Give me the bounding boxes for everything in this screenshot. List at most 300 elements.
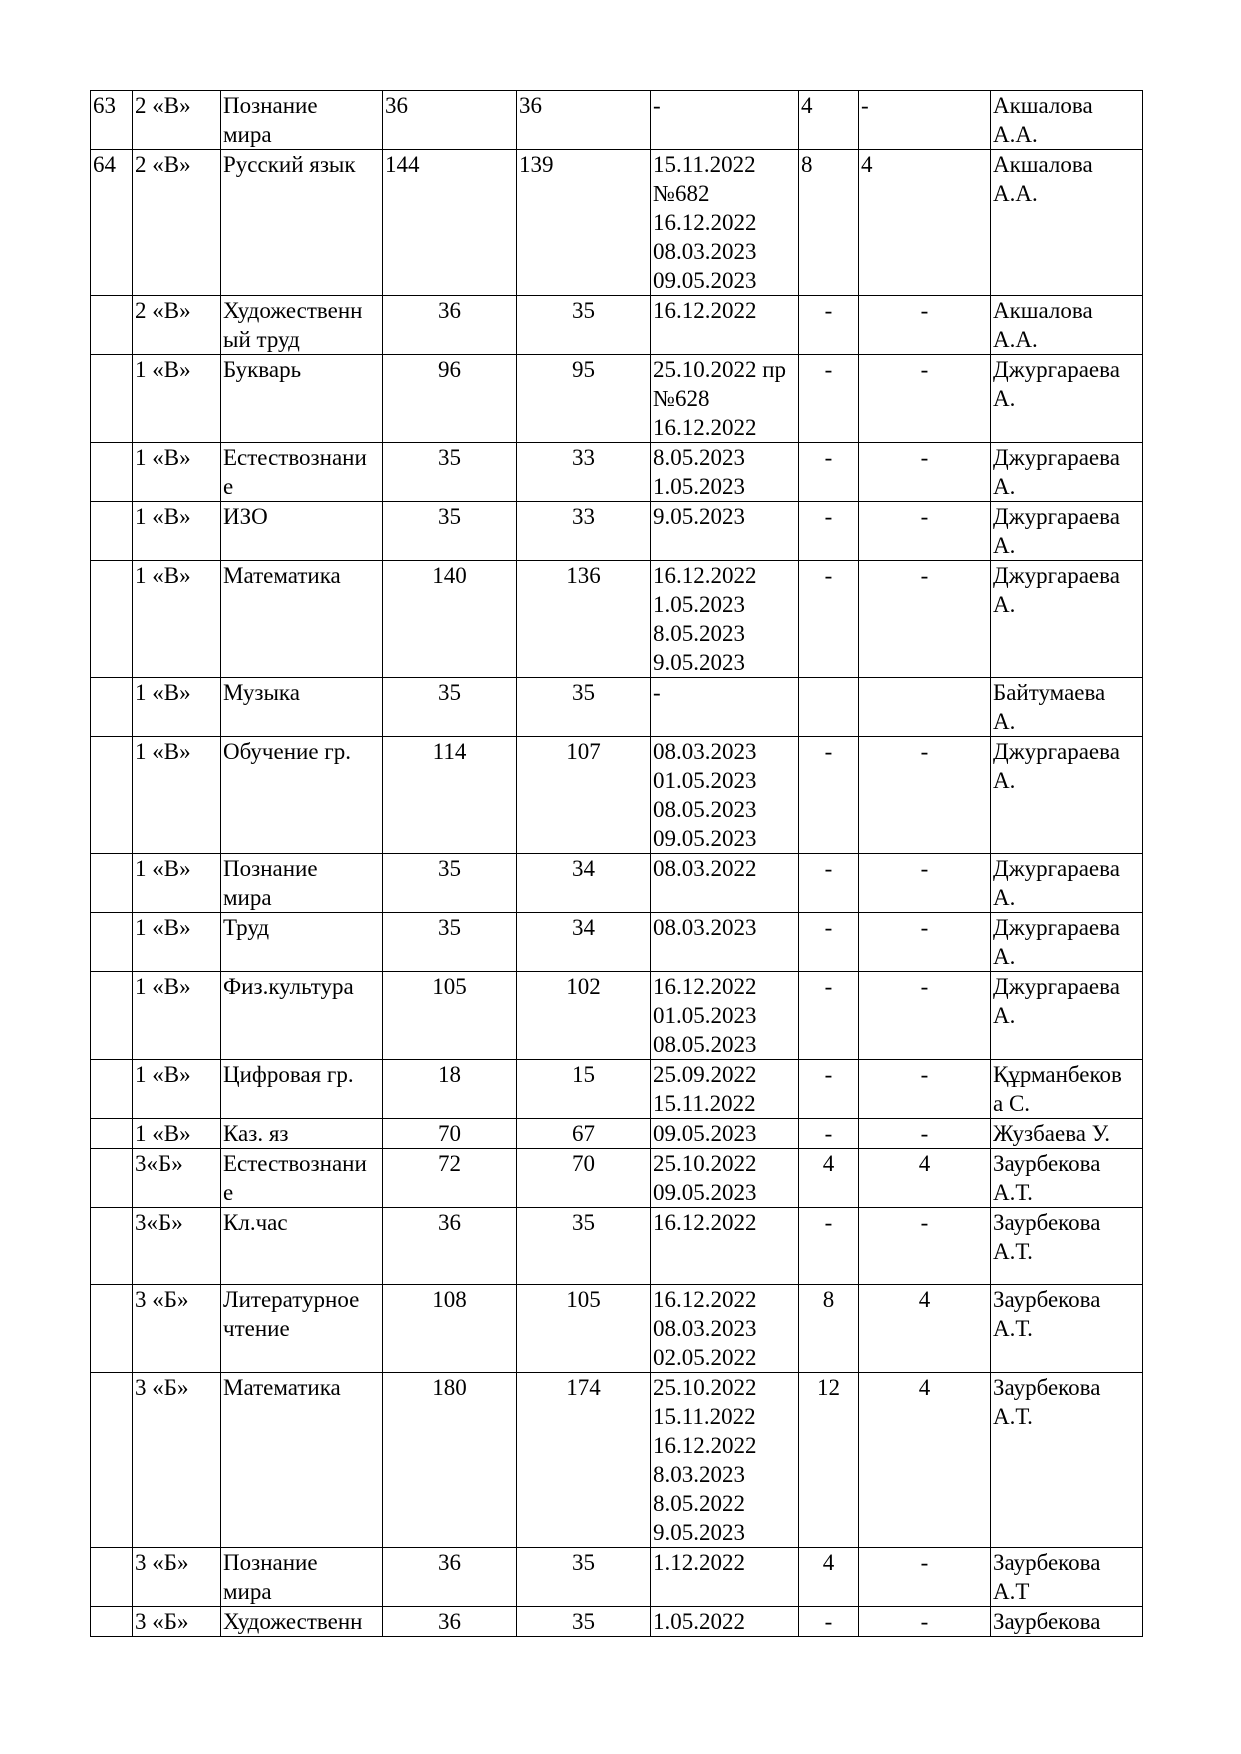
planned-hours-cell: 70 xyxy=(383,1119,517,1149)
teacher-cell-line: Джургараева xyxy=(993,357,1120,382)
row-number-cell: 64 xyxy=(91,150,133,296)
dates-cell-line: 15.11.2022 xyxy=(653,1091,756,1116)
teacher-cell-line: А.А. xyxy=(993,181,1038,206)
teacher-cell xyxy=(991,737,1143,854)
value-a-cell: 4 xyxy=(799,1548,859,1607)
dates-cell xyxy=(651,913,799,972)
value-b-cell: - xyxy=(859,854,991,913)
dates-cell-line: 09.05.2023 xyxy=(653,1180,757,1205)
subject-cell-line: Музыка xyxy=(223,680,300,705)
value-b-cell: - xyxy=(859,502,991,561)
row-number-cell xyxy=(91,737,133,854)
class-cell: 3«Б» xyxy=(133,1149,221,1208)
teacher-cell xyxy=(991,1119,1143,1149)
dates-cell-line: 25.10.2022 xyxy=(653,1375,757,1400)
dates-cell-line: 02.05.2022 xyxy=(653,1345,757,1370)
teacher-cell xyxy=(991,91,1143,150)
table-row xyxy=(91,296,1143,355)
value-b-cell: - xyxy=(859,972,991,1060)
actual-hours-cell: 35 xyxy=(517,678,651,737)
subject-cell xyxy=(221,502,383,561)
value-a-cell: - xyxy=(799,737,859,854)
value-a-cell: - xyxy=(799,854,859,913)
teacher-cell-line: Акшалова xyxy=(993,93,1093,118)
dates-cell xyxy=(651,1607,799,1637)
row-number-cell xyxy=(91,355,133,443)
planned-hours-cell: 35 xyxy=(383,913,517,972)
teacher-cell xyxy=(991,502,1143,561)
subject-cell-line: Познание xyxy=(223,93,318,118)
teacher-cell-line: А. xyxy=(993,386,1016,411)
dates-cell-line: 16.12.2022 xyxy=(653,210,757,235)
teacher-cell xyxy=(991,296,1143,355)
subject-cell-line: Естествознани xyxy=(223,1151,367,1176)
actual-hours-cell: 35 xyxy=(517,1548,651,1607)
subject-cell-line: Математика xyxy=(223,1375,341,1400)
teacher-cell-line: Джургараева xyxy=(993,445,1120,470)
teacher-cell xyxy=(991,913,1143,972)
dates-cell xyxy=(651,502,799,561)
dates-cell-line: 8.05.2023 xyxy=(653,621,745,646)
teacher-cell xyxy=(991,1607,1143,1637)
subject-cell-line: Обучение гр. xyxy=(223,739,351,764)
teacher-cell xyxy=(991,1149,1143,1208)
actual-hours-cell: 36 xyxy=(517,91,651,150)
teacher-cell-line: Акшалова xyxy=(993,298,1093,323)
actual-hours-cell: 35 xyxy=(517,1208,651,1285)
teacher-cell-line: А. xyxy=(993,1003,1016,1028)
dates-cell xyxy=(651,1285,799,1373)
class-cell: 3 «Б» xyxy=(133,1373,221,1548)
subject-cell xyxy=(221,854,383,913)
actual-hours-cell: 34 xyxy=(517,913,651,972)
class-cell: 1 «В» xyxy=(133,1119,221,1149)
planned-hours-cell: 144 xyxy=(383,150,517,296)
dates-cell-line: - xyxy=(653,93,661,118)
dates-cell-line: №628 xyxy=(653,386,710,411)
dates-cell xyxy=(651,678,799,737)
dates-cell-line: 9.05.2023 xyxy=(653,1520,745,1545)
row-number-cell xyxy=(91,443,133,502)
actual-hours-cell: 34 xyxy=(517,854,651,913)
dates-cell xyxy=(651,854,799,913)
actual-hours-cell: 70 xyxy=(517,1149,651,1208)
value-a-cell: - xyxy=(799,561,859,678)
teacher-cell xyxy=(991,972,1143,1060)
dates-cell-line: 1.05.2022 xyxy=(653,1609,745,1634)
teacher-cell-line: Джургараева xyxy=(993,563,1120,588)
dates-cell-line: 09.05.2023 xyxy=(653,268,757,293)
value-a-cell: - xyxy=(799,355,859,443)
class-cell: 3 «Б» xyxy=(133,1607,221,1637)
teacher-cell-line: Жузбаева У. xyxy=(993,1121,1110,1146)
value-a-cell: - xyxy=(799,1119,859,1149)
dates-cell-line: 16.12.2022 xyxy=(653,1287,757,1312)
value-a-cell: - xyxy=(799,1208,859,1285)
actual-hours-cell: 35 xyxy=(517,1607,651,1637)
report-table xyxy=(90,90,1143,1637)
table-row xyxy=(91,502,1143,561)
table-row xyxy=(91,91,1143,150)
subject-cell-line: Физ.культура xyxy=(223,974,354,999)
subject-cell-line: е xyxy=(223,1180,234,1205)
teacher-cell-line: Акшалова xyxy=(993,152,1093,177)
dates-cell-line: 1.05.2023 xyxy=(653,474,745,499)
teacher-cell-line: Заурбекова xyxy=(993,1609,1101,1634)
teacher-cell-line: Заурбекова xyxy=(993,1151,1101,1176)
table-row xyxy=(91,1119,1143,1149)
planned-hours-cell: 36 xyxy=(383,296,517,355)
class-cell: 1 «В» xyxy=(133,737,221,854)
table-row xyxy=(91,1149,1143,1208)
actual-hours-cell: 95 xyxy=(517,355,651,443)
dates-cell-line: 15.11.2022 xyxy=(653,1404,756,1429)
dates-cell-line: 16.12.2022 xyxy=(653,974,757,999)
dates-cell-line: 09.05.2023 xyxy=(653,826,757,851)
class-cell: 1 «В» xyxy=(133,678,221,737)
value-b-cell: 4 xyxy=(859,1149,991,1208)
subject-cell xyxy=(221,1119,383,1149)
actual-hours-cell: 67 xyxy=(517,1119,651,1149)
value-b-cell: - xyxy=(859,1119,991,1149)
dates-cell-line: - xyxy=(653,680,661,705)
teacher-cell xyxy=(991,355,1143,443)
dates-cell-line: 16.12.2022 xyxy=(653,1210,757,1235)
subject-cell-line: Познание xyxy=(223,1550,318,1575)
dates-cell-line: 08.03.2023 xyxy=(653,239,757,264)
planned-hours-cell: 36 xyxy=(383,1607,517,1637)
table-row xyxy=(91,150,1143,296)
teacher-cell xyxy=(991,443,1143,502)
class-cell: 1 «В» xyxy=(133,561,221,678)
teacher-cell-line: А.Т. xyxy=(993,1404,1033,1429)
table-row xyxy=(91,1060,1143,1119)
subject-cell-line: чтение xyxy=(223,1316,290,1341)
value-b-cell: - xyxy=(859,296,991,355)
value-a-cell xyxy=(799,678,859,737)
dates-cell-line: №682 xyxy=(653,181,710,206)
dates-cell xyxy=(651,1208,799,1285)
subject-cell xyxy=(221,1607,383,1637)
planned-hours-cell: 18 xyxy=(383,1060,517,1119)
actual-hours-cell: 136 xyxy=(517,561,651,678)
teacher-cell-line: Заурбекова xyxy=(993,1550,1101,1575)
teacher-cell-line: А.А. xyxy=(993,122,1038,147)
actual-hours-cell: 139 xyxy=(517,150,651,296)
subject-cell xyxy=(221,1060,383,1119)
row-number-cell xyxy=(91,1208,133,1285)
table-row xyxy=(91,443,1143,502)
table-row xyxy=(91,678,1143,737)
planned-hours-cell: 105 xyxy=(383,972,517,1060)
actual-hours-cell: 105 xyxy=(517,1285,651,1373)
teacher-cell-line: Заурбекова xyxy=(993,1287,1101,1312)
teacher-cell-line: Джургараева xyxy=(993,974,1120,999)
value-a-cell: - xyxy=(799,296,859,355)
value-b-cell: - xyxy=(859,913,991,972)
value-a-cell: 12 xyxy=(799,1373,859,1548)
teacher-cell-line: А.Т xyxy=(993,1579,1030,1604)
actual-hours-cell: 33 xyxy=(517,502,651,561)
subject-cell xyxy=(221,1285,383,1373)
value-a-cell: 4 xyxy=(799,1149,859,1208)
subject-cell-line: Кл.час xyxy=(223,1210,288,1235)
dates-cell-line: 08.03.2023 xyxy=(653,739,757,764)
row-number-cell xyxy=(91,502,133,561)
dates-cell xyxy=(651,737,799,854)
teacher-cell xyxy=(991,1548,1143,1607)
subject-cell xyxy=(221,1548,383,1607)
row-number-cell xyxy=(91,972,133,1060)
teacher-cell xyxy=(991,854,1143,913)
subject-cell-line: ый труд xyxy=(223,327,300,352)
subject-cell xyxy=(221,1149,383,1208)
subject-cell-line: Математика xyxy=(223,563,341,588)
actual-hours-cell: 15 xyxy=(517,1060,651,1119)
subject-cell xyxy=(221,443,383,502)
planned-hours-cell: 96 xyxy=(383,355,517,443)
subject-cell xyxy=(221,91,383,150)
planned-hours-cell: 72 xyxy=(383,1149,517,1208)
table-row xyxy=(91,1285,1143,1373)
dates-cell xyxy=(651,1119,799,1149)
value-b-cell: - xyxy=(859,91,991,150)
dates-cell-line: 01.05.2023 xyxy=(653,768,757,793)
row-number-cell xyxy=(91,854,133,913)
value-b-cell: - xyxy=(859,737,991,854)
dates-cell xyxy=(651,150,799,296)
teacher-cell xyxy=(991,150,1143,296)
teacher-cell-line: А.Т. xyxy=(993,1180,1033,1205)
teacher-cell-line: А.Т. xyxy=(993,1239,1033,1264)
table-row xyxy=(91,1607,1143,1637)
teacher-cell-line: А. xyxy=(993,885,1016,910)
class-cell: 2 «В» xyxy=(133,150,221,296)
planned-hours-cell: 36 xyxy=(383,1548,517,1607)
teacher-cell-line: Джургараева xyxy=(993,915,1120,940)
class-cell: 1 «В» xyxy=(133,502,221,561)
row-number-cell: 63 xyxy=(91,91,133,150)
class-cell: 1 «В» xyxy=(133,854,221,913)
class-cell: 1 «В» xyxy=(133,1060,221,1119)
teacher-cell xyxy=(991,1285,1143,1373)
value-b-cell: - xyxy=(859,561,991,678)
actual-hours-cell: 102 xyxy=(517,972,651,1060)
planned-hours-cell: 35 xyxy=(383,502,517,561)
value-a-cell: - xyxy=(799,502,859,561)
table-row xyxy=(91,854,1143,913)
teacher-cell-line: А. xyxy=(993,709,1016,734)
teacher-cell-line: А. xyxy=(993,944,1016,969)
value-b-cell: - xyxy=(859,443,991,502)
planned-hours-cell: 35 xyxy=(383,854,517,913)
dates-cell-line: 16.12.2022 xyxy=(653,1433,757,1458)
subject-cell xyxy=(221,913,383,972)
subject-cell-line: Литературное xyxy=(223,1287,360,1312)
row-number-cell xyxy=(91,1373,133,1548)
subject-cell-line: Русский язык xyxy=(223,152,356,177)
planned-hours-cell: 180 xyxy=(383,1373,517,1548)
planned-hours-cell: 108 xyxy=(383,1285,517,1373)
planned-hours-cell: 140 xyxy=(383,561,517,678)
dates-cell-line: 08.03.2022 xyxy=(653,856,757,881)
value-a-cell: - xyxy=(799,972,859,1060)
dates-cell xyxy=(651,443,799,502)
dates-cell-line: 25.10.2022 xyxy=(653,1151,757,1176)
dates-cell-line: 8.05.2023 xyxy=(653,445,745,470)
subject-cell xyxy=(221,561,383,678)
subject-cell-line: Труд xyxy=(223,915,270,940)
dates-cell-line: 8.03.2023 xyxy=(653,1462,745,1487)
table-row xyxy=(91,561,1143,678)
subject-cell xyxy=(221,972,383,1060)
table-row xyxy=(91,355,1143,443)
subject-cell-line: ИЗО xyxy=(223,504,268,529)
teacher-cell-line: А. xyxy=(993,592,1016,617)
dates-cell-line: 09.05.2023 xyxy=(653,1121,757,1146)
value-a-cell: 8 xyxy=(799,150,859,296)
teacher-cell-line: Джургараева xyxy=(993,856,1120,881)
subject-cell xyxy=(221,678,383,737)
dates-cell-line: 08.05.2023 xyxy=(653,1032,757,1057)
teacher-cell-line: А.А. xyxy=(993,327,1038,352)
subject-cell-line: Букварь xyxy=(223,357,302,382)
teacher-cell xyxy=(991,1060,1143,1119)
planned-hours-cell: 35 xyxy=(383,678,517,737)
dates-cell-line: 15.11.2022 xyxy=(653,152,756,177)
row-number-cell xyxy=(91,913,133,972)
planned-hours-cell: 35 xyxy=(383,443,517,502)
teacher-cell xyxy=(991,561,1143,678)
dates-cell-line: 16.12.2022 xyxy=(653,298,757,323)
class-cell: 3 «Б» xyxy=(133,1285,221,1373)
value-a-cell: 4 xyxy=(799,91,859,150)
table-row xyxy=(91,1208,1143,1285)
row-number-cell xyxy=(91,1548,133,1607)
teacher-cell xyxy=(991,1208,1143,1285)
dates-cell xyxy=(651,1149,799,1208)
subject-cell-line: мира xyxy=(223,885,272,910)
row-number-cell xyxy=(91,678,133,737)
teacher-cell-line: Құрманбеков xyxy=(993,1062,1122,1087)
dates-cell-line: 9.05.2023 xyxy=(653,504,745,529)
class-cell: 3 «Б» xyxy=(133,1548,221,1607)
value-a-cell: - xyxy=(799,1060,859,1119)
class-cell: 1 «В» xyxy=(133,972,221,1060)
actual-hours-cell: 33 xyxy=(517,443,651,502)
dates-cell-line: 1.12.2022 xyxy=(653,1550,745,1575)
class-cell: 2 «В» xyxy=(133,91,221,150)
row-number-cell xyxy=(91,1285,133,1373)
dates-cell-line: 08.05.2023 xyxy=(653,797,757,822)
teacher-cell-line: а С. xyxy=(993,1091,1031,1116)
dates-cell xyxy=(651,1548,799,1607)
dates-cell xyxy=(651,1373,799,1548)
dates-cell xyxy=(651,972,799,1060)
dates-cell xyxy=(651,355,799,443)
dates-cell-line: 9.05.2023 xyxy=(653,650,745,675)
subject-cell-line: Естествознани xyxy=(223,445,367,470)
value-b-cell: - xyxy=(859,1208,991,1285)
subject-cell-line: Каз. яз xyxy=(223,1121,289,1146)
subject-cell xyxy=(221,1373,383,1548)
actual-hours-cell: 35 xyxy=(517,296,651,355)
value-b-cell: 4 xyxy=(859,1373,991,1548)
subject-cell-line: мира xyxy=(223,122,272,147)
table-row xyxy=(91,972,1143,1060)
teacher-cell-line: А.Т. xyxy=(993,1316,1033,1341)
dates-cell-line: 16.12.2022 xyxy=(653,563,757,588)
dates-cell xyxy=(651,1060,799,1119)
row-number-cell xyxy=(91,1060,133,1119)
table-row xyxy=(91,913,1143,972)
value-b-cell: - xyxy=(859,1607,991,1637)
dates-cell xyxy=(651,91,799,150)
dates-cell-line: 1.05.2023 xyxy=(653,592,745,617)
value-a-cell: 8 xyxy=(799,1285,859,1373)
dates-cell-line: 25.10.2022 пр xyxy=(653,357,787,382)
dates-cell-line: 8.05.2022 xyxy=(653,1491,745,1516)
teacher-cell-line: А. xyxy=(993,768,1016,793)
actual-hours-cell: 174 xyxy=(517,1373,651,1548)
subject-cell-line: мира xyxy=(223,1579,272,1604)
dates-cell-line: 16.12.2022 xyxy=(653,415,757,440)
teacher-cell xyxy=(991,1373,1143,1548)
row-number-cell xyxy=(91,1119,133,1149)
table-body xyxy=(91,91,1143,1637)
subject-cell-line: е xyxy=(223,474,234,499)
teacher-cell-line: А. xyxy=(993,533,1016,558)
value-a-cell: - xyxy=(799,913,859,972)
value-b-cell: - xyxy=(859,355,991,443)
dates-cell-line: 01.05.2023 xyxy=(653,1003,757,1028)
actual-hours-cell: 107 xyxy=(517,737,651,854)
class-cell: 1 «В» xyxy=(133,355,221,443)
value-a-cell: - xyxy=(799,443,859,502)
value-b-cell: 4 xyxy=(859,1285,991,1373)
table-row xyxy=(91,737,1143,854)
teacher-cell-line: Байтумаева xyxy=(993,680,1106,705)
subject-cell-line: Цифровая гр. xyxy=(223,1062,354,1087)
subject-cell xyxy=(221,150,383,296)
subject-cell xyxy=(221,1208,383,1285)
value-b-cell: - xyxy=(859,1548,991,1607)
dates-cell-line: 25.09.2022 xyxy=(653,1062,757,1087)
subject-cell-line: Художественн xyxy=(223,1609,363,1634)
value-b-cell: 4 xyxy=(859,150,991,296)
teacher-cell xyxy=(991,678,1143,737)
subject-cell-line: Познание xyxy=(223,856,318,881)
subject-cell xyxy=(221,737,383,854)
teacher-cell-line: Заурбекова xyxy=(993,1375,1101,1400)
class-cell: 1 «В» xyxy=(133,443,221,502)
class-cell: 2 «В» xyxy=(133,296,221,355)
subject-cell-line: Художественн xyxy=(223,298,363,323)
dates-cell xyxy=(651,296,799,355)
row-number-cell xyxy=(91,1607,133,1637)
teacher-cell-line: Джургараева xyxy=(993,739,1120,764)
value-a-cell: - xyxy=(799,1607,859,1637)
row-number-cell xyxy=(91,1149,133,1208)
row-number-cell xyxy=(91,561,133,678)
dates-cell xyxy=(651,561,799,678)
row-number-cell xyxy=(91,296,133,355)
teacher-cell-line: А. xyxy=(993,474,1016,499)
table-row xyxy=(91,1548,1143,1607)
dates-cell-line: 08.03.2023 xyxy=(653,1316,757,1341)
planned-hours-cell: 36 xyxy=(383,1208,517,1285)
teacher-cell-line: Заурбекова xyxy=(993,1210,1101,1235)
